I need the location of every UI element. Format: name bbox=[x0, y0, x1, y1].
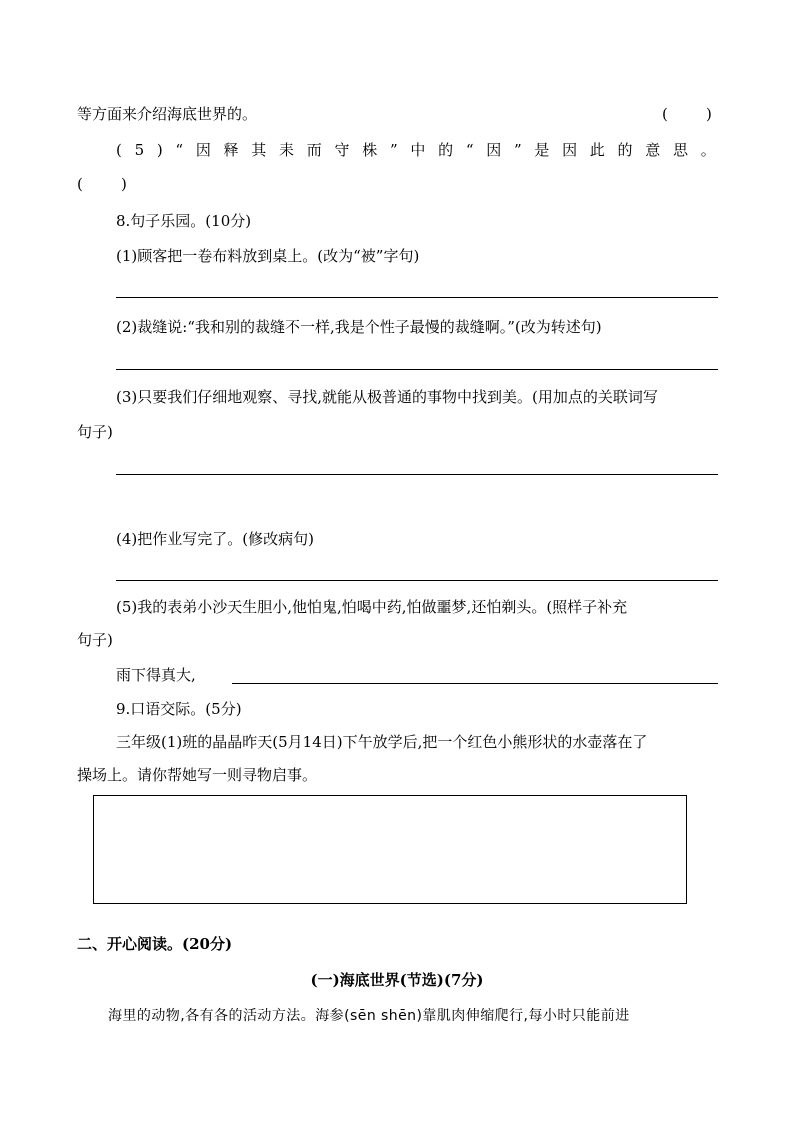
q8-item2-prompt: (2)裁缝说:“我和别的裁缝不一样,我是个性子最慢的裁缝啊。”(改为转述句) bbox=[116, 318, 602, 336]
q7-item5-char: ( bbox=[116, 141, 122, 159]
q8-item3-prompt-continued: 句子) bbox=[77, 423, 113, 441]
q7-item5-char: 。 bbox=[700, 141, 716, 159]
q7-item5-char: 意 bbox=[645, 141, 661, 159]
q8-item5-prompt-continued: 句子) bbox=[77, 631, 113, 649]
q7-item5-char: 是 bbox=[534, 141, 550, 159]
q7-item5-char: 此 bbox=[589, 141, 605, 159]
q8-item5-prompt: (5)我的表弟小沙天生胆小,他怕鬼,怕喝中药,怕做噩梦,还怕剃头。(照样子补充 bbox=[116, 598, 628, 616]
q7-item5-char: 守 bbox=[334, 141, 350, 159]
q8-item5-sentence-start: 雨下得真大, bbox=[116, 666, 196, 684]
q7-item5-char: 的 bbox=[617, 141, 633, 159]
q9-answer-box[interactable] bbox=[93, 795, 687, 904]
q7-item5-char: 中 bbox=[410, 141, 426, 159]
q7-item5-char: 的 bbox=[438, 141, 454, 159]
q7-item5-statement bbox=[116, 140, 716, 160]
q8-item2-answer-line[interactable] bbox=[116, 369, 718, 370]
q8-item4-prompt: (4)把作业写完了。(修改病句) bbox=[116, 530, 314, 548]
q7-item5-char: ” bbox=[513, 141, 522, 159]
q7-item5-char: 其 bbox=[251, 141, 267, 159]
q7-answer-paren-4[interactable]: ( ) bbox=[662, 105, 712, 123]
q7-item5-char: ” bbox=[389, 141, 398, 159]
q7-item5-char: 5 bbox=[134, 141, 145, 159]
q7-continuation-text: 等方面来介绍海底世界的。 bbox=[77, 105, 258, 123]
q7-item5-char: 株 bbox=[362, 141, 378, 159]
q8-item4-answer-line[interactable] bbox=[116, 580, 718, 581]
q7-item5-char: 因 bbox=[486, 141, 502, 159]
q7-item5-char: “ bbox=[175, 141, 184, 159]
q8-item1-prompt: (1)顾客把一卷布料放到桌上。(改为“被”字句) bbox=[116, 247, 420, 265]
q7-item5-char: 释 bbox=[223, 141, 239, 159]
q7-item5-char: 因 bbox=[562, 141, 578, 159]
q7-answer-paren-5[interactable]: ( ) bbox=[77, 175, 127, 193]
q9-scenario-text: 三年级(1)班的晶晶昨天(5月14日)下午放学后,把一个红色小熊形状的水壶落在了 bbox=[116, 733, 648, 751]
reading-passage-first-line: 海里的动物,各有各的活动方法。海参(sēn shēn)靠肌肉伸缩爬行,每小时只能前进 bbox=[108, 1008, 630, 1024]
q8-item3-answer-line[interactable] bbox=[116, 474, 718, 475]
q7-item5-char: 而 bbox=[306, 141, 322, 159]
q7-item5-char: 耒 bbox=[279, 141, 295, 159]
section2-heading: 二、开心阅读。(20分) bbox=[77, 935, 233, 953]
q7-item5-char: 思 bbox=[673, 141, 689, 159]
reading-passage-title: (一)海底世界(节选)(7分) bbox=[310, 971, 484, 989]
q7-item5-char: 因 bbox=[195, 141, 211, 159]
q7-item5-char: ) bbox=[156, 141, 163, 159]
q8-item1-answer-line[interactable] bbox=[116, 297, 718, 298]
q8-item3-prompt: (3)只要我们仔细地观察、寻找,就能从极普通的事物中找到美。(用加点的关联词写 bbox=[116, 388, 658, 406]
q7-item5-char: “ bbox=[465, 141, 474, 159]
q9-heading: 9.口语交际。(5分) bbox=[116, 700, 242, 718]
q8-heading: 8.句子乐园。(10分) bbox=[116, 212, 252, 230]
q8-item5-answer-line[interactable] bbox=[232, 683, 718, 684]
q9-scenario-text-continued: 操场上。请你帮她写一则寻物启事。 bbox=[77, 766, 318, 784]
